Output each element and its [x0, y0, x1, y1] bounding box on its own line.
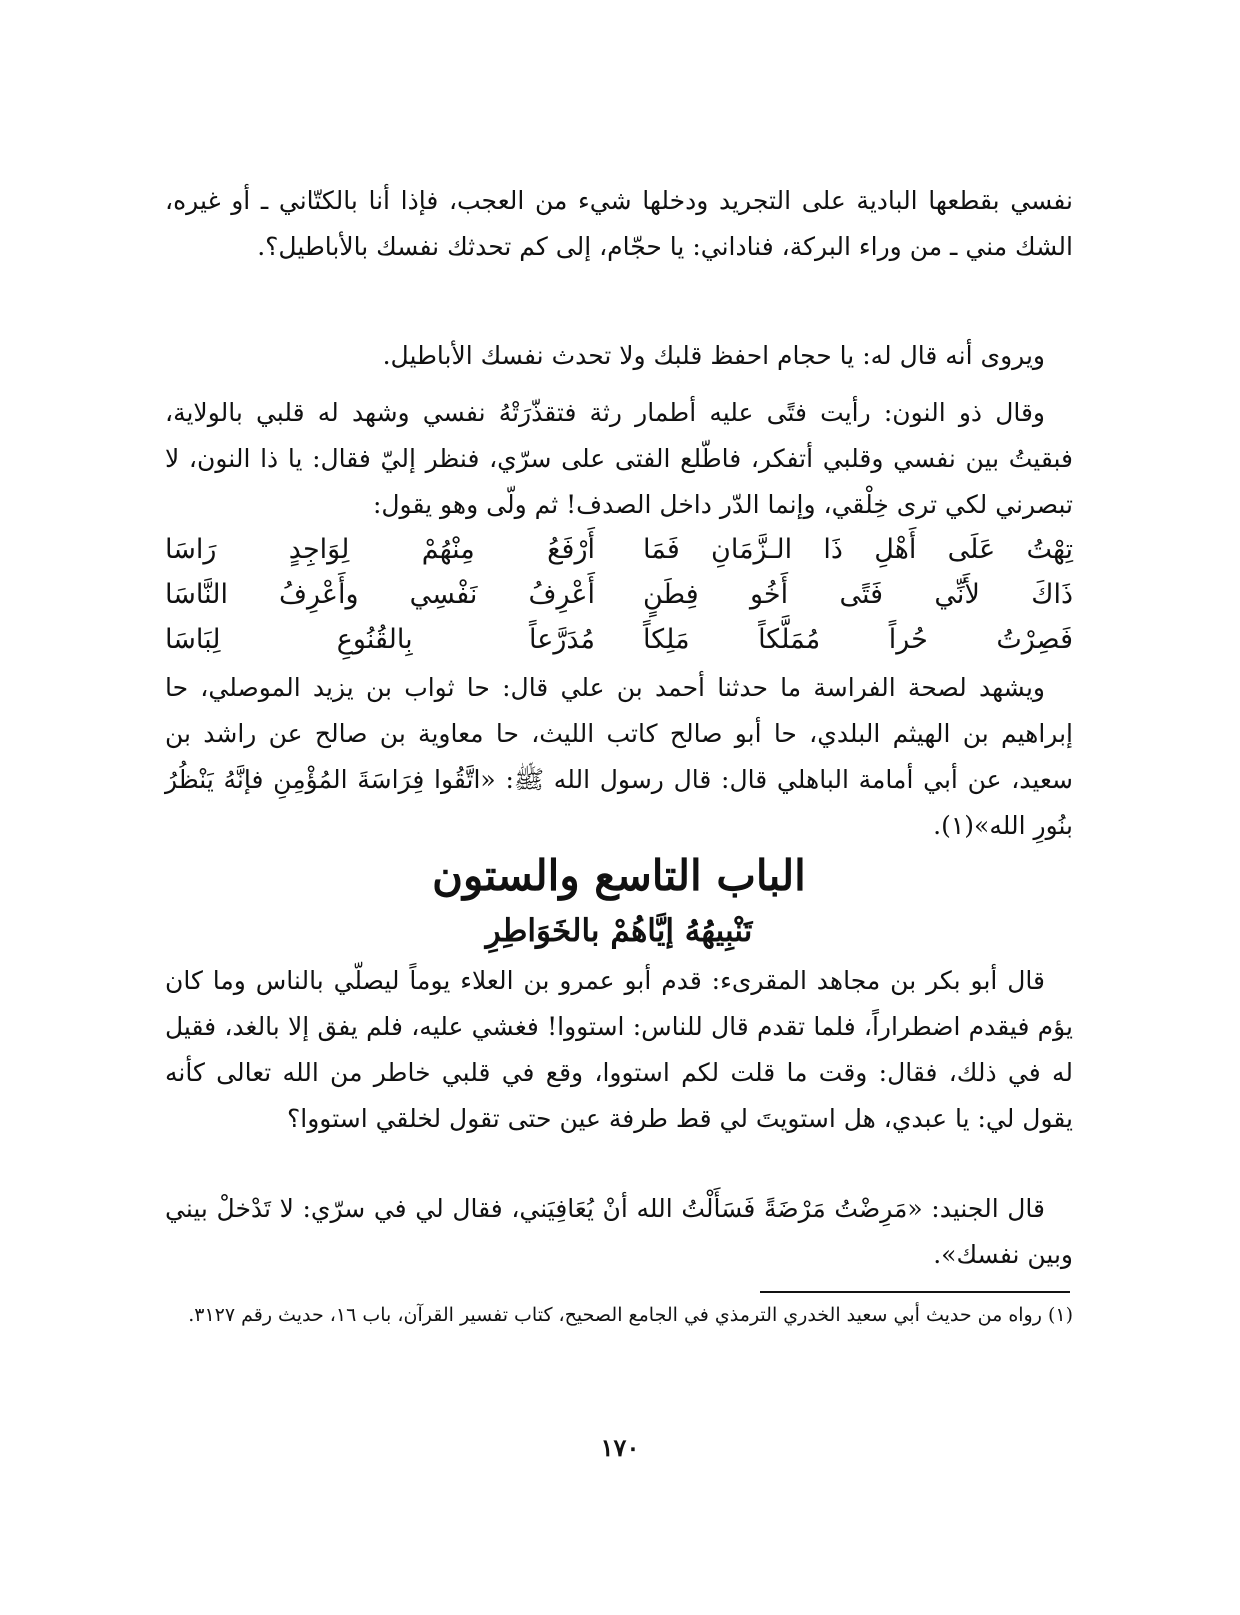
- paragraph-firasa-text: ويشهد لصحة الفراسة ما حدثنا أحمد بن علي قال: حا ثواب بن يزيد الموصلي، حا إبراهيم بن الهيثم البلدي، حا أبو صالح كاتب الليث، حا معاوية بن صالح عن راشد بن سعيد، عن أبي أمامة الباهلي قال: قال رسول الله ﷺ: «اتَّقُوا فِرَاسَةَ المُؤْمِنِ فإنَّهُ يَنْظُرُ بنُورِ الله»(١).: [165, 673, 1073, 840]
- paragraph-abubakr-text: قال أبو بكر بن مجاهد المقرىء: قدم أبو عمرو بن العلاء يوماً ليصلّي بالناس وما كان يؤم فيقدم اضطراراً، فلما تقدم قال للناس: استووا! فغشي عليه، فلم يفق إلا بالغد، فقيل له في ذلك، فقال: وقت ما قلت لكم استووا، وقع في قلبي خاطر من الله تعالى كأنه يقول لي: يا عبدي، هل استويتَ لي قط طرفة عين حتى تقول لخلقي استووا؟: [165, 966, 1074, 1133]
- paragraph-firasa: [165, 665, 1073, 849]
- paragraph-dhunnun-text: وقال ذو النون: رأيت فتًى عليه أطمار رثة فتقذّرَتْهُ نفسي وشهد له قلبي بالولاية، فبقيتُ بين نفسي وقلبي أتفكر، فاطّلع الفتى على سرّي، فنظر إليّ فقال: يا ذا النون، لا تبصرني لكي ترى خِلْقي، وإنما الدّر داخل الصدف! ثم ولّى وهو يقول:: [165, 398, 1073, 519]
- paragraph-junaid-text: قال الجنيد: «مَرِضْتُ مَرْضَةً فَسَأَلْتُ الله أنْ يُعَافِيَني، فقال لي في سرّي: لا تَدْخلْ بيني وبين نفسك».: [165, 1194, 1073, 1269]
- poem-line: [165, 572, 1073, 617]
- poem-hemistich-left: أَرْفَعُ مِنْهُمْ لِوَاجِدٍ رَاسَا: [165, 534, 595, 565]
- footnote: (١) رواه من حديث أبي سعيد الخدري الترمذي في الجامع الصحيح، كتاب تفسير القرآن، باب ١٦، حديث رقم ٣١٢٧.: [188, 1304, 1073, 1326]
- poem-hemistich-right: فَصِرْتُ حُراً مُمَلَّكاً مَلِكاً: [643, 624, 1073, 655]
- footnote-divider: [760, 1291, 1070, 1293]
- poem-line: [165, 527, 1073, 572]
- poem-line: [165, 617, 1073, 662]
- poem-hemistich-left: أَعْرِفُ نَفْسِي وأَعْرِفُ النَّاسَا: [165, 579, 595, 610]
- page-number: ١٧٠: [600, 1433, 640, 1462]
- paragraph-junaid: [165, 1186, 1073, 1278]
- paragraph-intro: [165, 178, 1073, 270]
- paragraph-yurwa-text: ويروى أنه قال له: يا حجام احفظ قلبك ولا تحدث نفسك الأباطيل.: [382, 341, 1045, 370]
- poem-hemistich-right: ذَاكَ لأَنِّي فَتًى أَخُو فِطَنٍ: [643, 579, 1073, 610]
- paragraph-dhunnun: [165, 390, 1073, 528]
- poem-hemistich-left: مُدَرَّعاً بِالقُنُوعِ لِبَاسَا: [165, 624, 595, 655]
- chapter-subtitle: تَنْبِيهُهُ إيَّاهُمْ بالخَوَاطِرِ: [485, 913, 753, 949]
- paragraph-yurwa: [165, 333, 1073, 379]
- paragraph-intro-text: نفسي بقطعها البادية على التجريد ودخلها شيء من العجب، فإذا أنا بالكتّاني ـ أو غيره، الشك مني ـ من وراء البركة، فناداني: يا حجّام، إلى كم تحدثك نفسك بالأباطيل؟.: [165, 186, 1073, 261]
- chapter-title: الباب التاسع والستون: [432, 851, 806, 900]
- poem-hemistich-right: تِهْتُ عَلَى أَهْلِ ذَا الـزَّمَانِ فَمَا: [643, 534, 1073, 565]
- paragraph-abubakr: [165, 958, 1073, 1142]
- poem: [165, 527, 1073, 662]
